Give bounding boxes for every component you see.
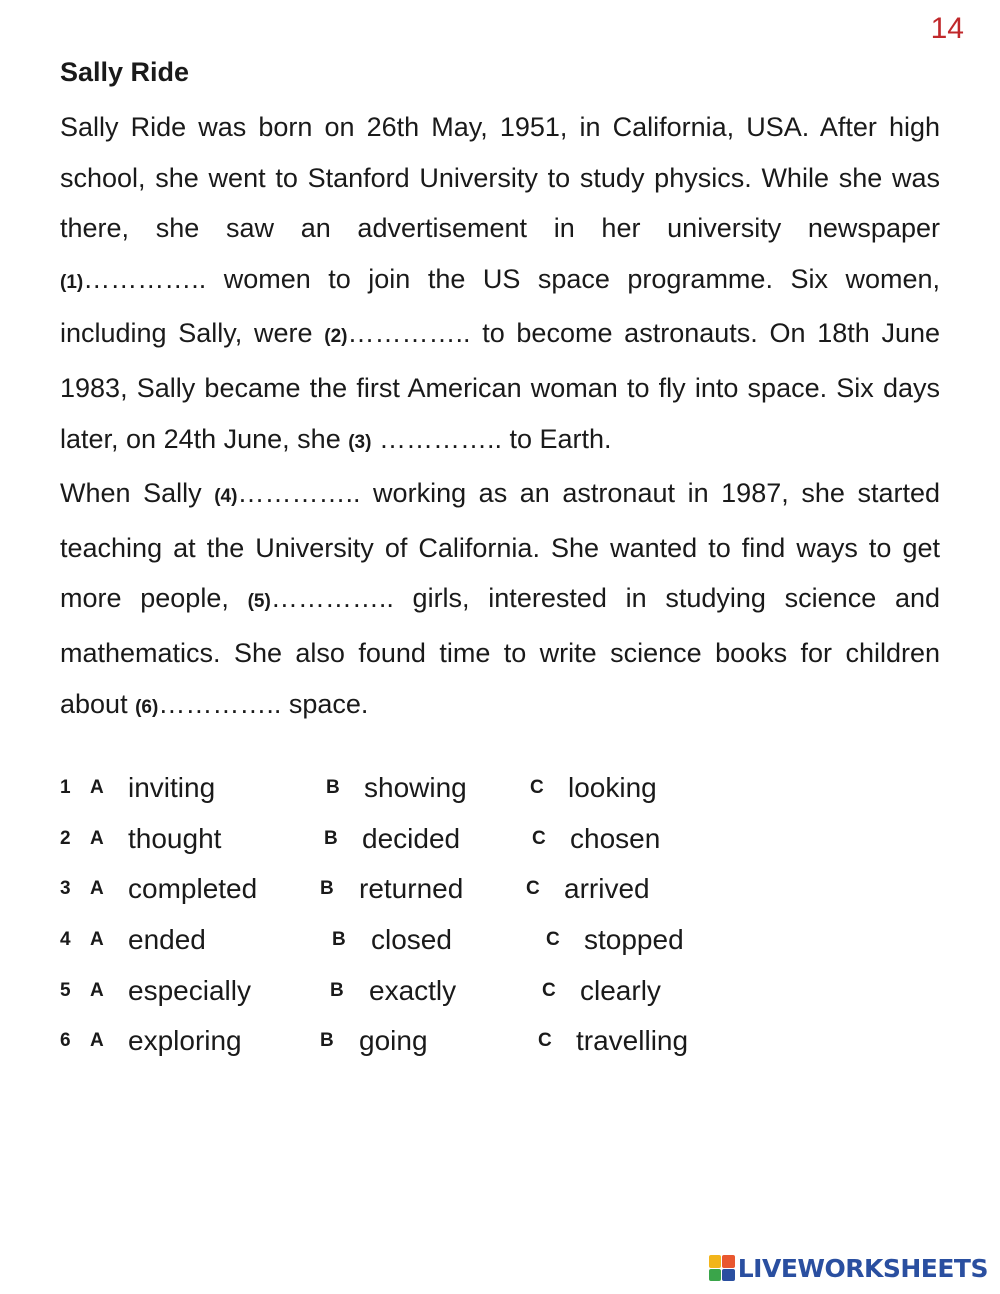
option-a-text[interactable]: ended xyxy=(128,924,206,956)
option-b-label: B xyxy=(326,777,340,798)
paragraph-2 xyxy=(60,468,940,733)
gap-6-number[interactable]: (6) xyxy=(135,696,159,718)
paragraph-1 xyxy=(60,102,940,468)
option-a-label: A xyxy=(90,979,104,1001)
option-c-text[interactable]: looking xyxy=(568,772,657,803)
passage-text: ………….. to become astronauts. On 18th June 1983, Sally became the first American woman to fly into space. Six days later, on 24th June, she xyxy=(60,318,941,454)
option-c-text[interactable]: chosen xyxy=(570,822,661,854)
question-number: 2 xyxy=(60,827,71,849)
option-c-label: C xyxy=(532,827,546,849)
option-b-label: B xyxy=(324,827,338,849)
option-c-label: C xyxy=(546,929,560,951)
logo-square xyxy=(722,1255,735,1268)
reading-passage xyxy=(60,102,940,733)
option-a-label: A xyxy=(90,878,104,900)
option-row-5 xyxy=(60,966,760,1017)
option-b-label: B xyxy=(332,929,346,951)
passage-text: When Sally xyxy=(60,478,215,509)
option-row-2 xyxy=(60,814,760,865)
gap-4-number[interactable]: (4) xyxy=(214,486,238,508)
gap-5-number[interactable]: (5) xyxy=(247,591,271,613)
logo-square xyxy=(709,1255,722,1268)
logo-square xyxy=(722,1269,735,1282)
option-c-label: C xyxy=(542,979,556,1001)
liveworksheets-logo-icon xyxy=(709,1255,735,1281)
option-a-label: A xyxy=(90,827,104,849)
option-b-text[interactable]: going xyxy=(359,1025,428,1057)
question-number: 4 xyxy=(60,929,71,951)
logo-text: LIVEWORKSHEETS xyxy=(737,1253,988,1283)
gap-2-number[interactable]: (2) xyxy=(324,326,348,348)
option-row-4 xyxy=(60,915,760,966)
option-b-text[interactable]: exactly xyxy=(369,974,457,1006)
option-b-text[interactable]: closed xyxy=(371,924,452,956)
option-a-text[interactable]: especially xyxy=(128,974,251,1006)
option-c-text[interactable]: travelling xyxy=(576,1025,689,1057)
question-number: 5 xyxy=(60,979,71,1001)
liveworksheets-logo[interactable] xyxy=(709,1251,988,1285)
option-b-text[interactable]: decided xyxy=(362,822,461,854)
option-row-3 xyxy=(60,864,760,915)
gap-1-number[interactable]: (1) xyxy=(60,271,84,293)
passage-text: ………….. girls, interested in studying science and mathematics. She also found time to write science books for children about xyxy=(60,583,940,719)
option-a-label: A xyxy=(90,777,104,798)
option-c-text[interactable]: clearly xyxy=(580,974,661,1006)
question-number: 1 xyxy=(60,777,71,798)
page-number: 14 xyxy=(930,12,964,45)
option-row-6 xyxy=(60,1016,760,1067)
page-title: Sally Ride xyxy=(60,57,190,87)
question-number: 3 xyxy=(60,878,71,900)
option-b-label: B xyxy=(320,878,334,900)
option-a-text[interactable]: thought xyxy=(128,822,222,854)
option-row-1 xyxy=(60,763,760,814)
option-b-text[interactable]: showing xyxy=(364,772,467,803)
option-b-label: B xyxy=(330,979,344,1001)
option-b-text[interactable]: returned xyxy=(359,873,464,905)
question-number: 6 xyxy=(60,1030,71,1052)
option-b-label: B xyxy=(320,1030,334,1052)
passage-text: ………….. working as an astronaut in 1987, she started teaching at the University of California. She wanted to find ways to get more people, xyxy=(60,478,940,614)
option-c-label: C xyxy=(530,777,544,798)
option-c-text[interactable]: arrived xyxy=(564,873,650,905)
option-c-text[interactable]: stopped xyxy=(584,924,684,956)
option-a-label: A xyxy=(90,1030,104,1052)
gap-3-number[interactable]: (3) xyxy=(348,431,372,453)
answer-options xyxy=(60,763,760,1067)
option-c-label: C xyxy=(526,878,540,900)
option-a-label: A xyxy=(90,929,104,951)
option-a-text[interactable]: exploring xyxy=(128,1025,242,1057)
passage-text: ………….. space. xyxy=(158,688,369,719)
passage-text: ………….. to Earth. xyxy=(371,423,612,454)
passage-text: Sally Ride was born on 26th May, 1951, in California, USA. After high school, she went to Stanford University to study physics. While she was there, she saw an advertisement in her university newspaper xyxy=(60,112,940,244)
passage-text: ………….. women to join the US space programme. Six women, including Sally, were xyxy=(60,263,940,349)
option-a-text[interactable]: inviting xyxy=(128,772,216,803)
option-a-text[interactable]: completed xyxy=(128,873,258,905)
logo-square xyxy=(709,1269,722,1282)
option-c-label: C xyxy=(538,1030,552,1052)
